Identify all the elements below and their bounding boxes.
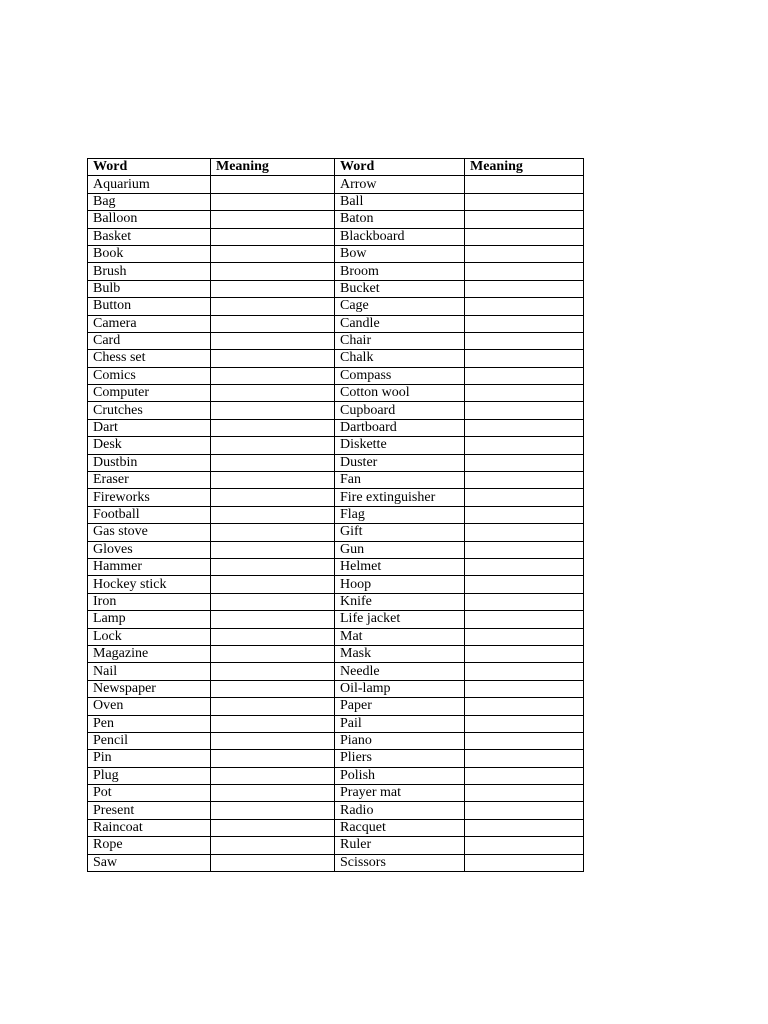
word-cell-left: Chess set xyxy=(88,350,211,367)
meaning-cell-left[interactable] xyxy=(211,472,335,489)
word-cell-left: Lamp xyxy=(88,611,211,628)
word-cell-left: Basket xyxy=(88,228,211,245)
word-cell-right: Fire extinguisher xyxy=(335,489,465,506)
word-cell-left: Camera xyxy=(88,315,211,332)
word-cell-left: Iron xyxy=(88,593,211,610)
word-cell-right: Racquet xyxy=(335,819,465,836)
meaning-cell-left[interactable] xyxy=(211,837,335,854)
meaning-cell-left[interactable] xyxy=(211,437,335,454)
word-cell-right: Flag xyxy=(335,506,465,523)
meaning-cell-left[interactable] xyxy=(211,802,335,819)
word-cell-right: Helmet xyxy=(335,558,465,575)
meaning-cell-left[interactable] xyxy=(211,280,335,297)
word-cell-right: Blackboard xyxy=(335,228,465,245)
meaning-cell-left[interactable] xyxy=(211,819,335,836)
meaning-cell-right[interactable] xyxy=(465,524,584,541)
meaning-cell-right[interactable] xyxy=(465,437,584,454)
meaning-cell-left[interactable] xyxy=(211,489,335,506)
meaning-cell-right[interactable] xyxy=(465,506,584,523)
meaning-cell-left[interactable] xyxy=(211,785,335,802)
meaning-cell-right[interactable] xyxy=(465,680,584,697)
header-meaning-left: Meaning xyxy=(211,159,335,176)
meaning-cell-right[interactable] xyxy=(465,750,584,767)
word-cell-left: Desk xyxy=(88,437,211,454)
table-row xyxy=(88,715,584,732)
word-cell-right: Mask xyxy=(335,645,465,662)
word-cell-left: Eraser xyxy=(88,472,211,489)
word-cell-right: Broom xyxy=(335,263,465,280)
meaning-cell-right[interactable] xyxy=(465,663,584,680)
word-cell-left: Computer xyxy=(88,385,211,402)
meaning-cell-left[interactable] xyxy=(211,663,335,680)
meaning-cell-right[interactable] xyxy=(465,385,584,402)
word-cell-right: Knife xyxy=(335,593,465,610)
word-cell-right: Polish xyxy=(335,767,465,784)
table-row xyxy=(88,489,584,506)
word-cell-right: Compass xyxy=(335,367,465,384)
table-row xyxy=(88,176,584,193)
word-cell-right: Scissors xyxy=(335,854,465,871)
word-cell-left: Raincoat xyxy=(88,819,211,836)
table-row xyxy=(88,558,584,575)
table-row xyxy=(88,193,584,210)
word-cell-right: Pail xyxy=(335,715,465,732)
word-cell-right: Baton xyxy=(335,211,465,228)
meaning-cell-right[interactable] xyxy=(465,245,584,262)
table-row xyxy=(88,419,584,436)
meaning-cell-right[interactable] xyxy=(465,489,584,506)
meaning-cell-right[interactable] xyxy=(465,837,584,854)
word-cell-right: Chair xyxy=(335,332,465,349)
word-cell-left: Nail xyxy=(88,663,211,680)
meaning-cell-left[interactable] xyxy=(211,245,335,262)
meaning-cell-right[interactable] xyxy=(465,541,584,558)
table-row xyxy=(88,298,584,315)
table-row xyxy=(88,472,584,489)
table-row xyxy=(88,245,584,262)
table-row xyxy=(88,385,584,402)
word-cell-right: Life jacket xyxy=(335,611,465,628)
word-cell-left: Fireworks xyxy=(88,489,211,506)
word-cell-right: Dartboard xyxy=(335,419,465,436)
word-cell-right: Cage xyxy=(335,298,465,315)
word-cell-left: Balloon xyxy=(88,211,211,228)
word-cell-left: Button xyxy=(88,298,211,315)
table-row xyxy=(88,680,584,697)
meaning-cell-right[interactable] xyxy=(465,732,584,749)
meaning-cell-left[interactable] xyxy=(211,454,335,471)
word-cell-left: Card xyxy=(88,332,211,349)
table-row xyxy=(88,854,584,871)
meaning-cell-left[interactable] xyxy=(211,419,335,436)
meaning-cell-right[interactable] xyxy=(465,854,584,871)
word-cell-left: Pin xyxy=(88,750,211,767)
word-cell-right: Bow xyxy=(335,245,465,262)
table-row xyxy=(88,367,584,384)
meaning-cell-right[interactable] xyxy=(465,628,584,645)
meaning-cell-left[interactable] xyxy=(211,506,335,523)
word-cell-left: Oven xyxy=(88,698,211,715)
meaning-cell-right[interactable] xyxy=(465,645,584,662)
meaning-cell-left[interactable] xyxy=(211,541,335,558)
table-row xyxy=(88,785,584,802)
word-cell-right: Diskette xyxy=(335,437,465,454)
table-row xyxy=(88,576,584,593)
word-cell-right: Hoop xyxy=(335,576,465,593)
word-cell-right: Pliers xyxy=(335,750,465,767)
meaning-cell-left[interactable] xyxy=(211,558,335,575)
meaning-cell-right[interactable] xyxy=(465,263,584,280)
table-row xyxy=(88,767,584,784)
word-cell-left: Bag xyxy=(88,193,211,210)
table-row xyxy=(88,437,584,454)
header-meaning-right: Meaning xyxy=(465,159,584,176)
meaning-cell-right[interactable] xyxy=(465,454,584,471)
word-cell-left: Pencil xyxy=(88,732,211,749)
table-row xyxy=(88,263,584,280)
table-row xyxy=(88,332,584,349)
meaning-cell-left[interactable] xyxy=(211,611,335,628)
word-cell-left: Bulb xyxy=(88,280,211,297)
meaning-cell-right[interactable] xyxy=(465,298,584,315)
word-cell-right: Paper xyxy=(335,698,465,715)
word-cell-left: Hammer xyxy=(88,558,211,575)
table-row xyxy=(88,611,584,628)
word-cell-left: Brush xyxy=(88,263,211,280)
meaning-cell-left[interactable] xyxy=(211,680,335,697)
word-cell-left: Plug xyxy=(88,767,211,784)
meaning-cell-right[interactable] xyxy=(465,819,584,836)
meaning-cell-left[interactable] xyxy=(211,524,335,541)
word-cell-right: Candle xyxy=(335,315,465,332)
meaning-cell-left[interactable] xyxy=(211,385,335,402)
meaning-cell-left[interactable] xyxy=(211,228,335,245)
table-row xyxy=(88,837,584,854)
word-cell-right: Radio xyxy=(335,802,465,819)
word-cell-left: Dustbin xyxy=(88,454,211,471)
table-row xyxy=(88,819,584,836)
word-cell-left: Gloves xyxy=(88,541,211,558)
meaning-cell-right[interactable] xyxy=(465,558,584,575)
table-row xyxy=(88,698,584,715)
word-cell-left: Newspaper xyxy=(88,680,211,697)
meaning-cell-right[interactable] xyxy=(465,767,584,784)
word-cell-left: Comics xyxy=(88,367,211,384)
meaning-cell-right[interactable] xyxy=(465,280,584,297)
word-cell-left: Pen xyxy=(88,715,211,732)
meaning-cell-left[interactable] xyxy=(211,645,335,662)
meaning-cell-right[interactable] xyxy=(465,785,584,802)
word-cell-left: Football xyxy=(88,506,211,523)
meaning-cell-right[interactable] xyxy=(465,802,584,819)
table-row xyxy=(88,211,584,228)
meaning-cell-left[interactable] xyxy=(211,402,335,419)
word-cell-left: Saw xyxy=(88,854,211,871)
table-row xyxy=(88,750,584,767)
word-cell-right: Needle xyxy=(335,663,465,680)
word-cell-right: Ruler xyxy=(335,837,465,854)
word-cell-right: Duster xyxy=(335,454,465,471)
word-cell-left: Rope xyxy=(88,837,211,854)
table-row xyxy=(88,732,584,749)
table-row xyxy=(88,645,584,662)
meaning-cell-right[interactable] xyxy=(465,419,584,436)
meaning-cell-right[interactable] xyxy=(465,715,584,732)
meaning-cell-right[interactable] xyxy=(465,611,584,628)
word-cell-right: Mat xyxy=(335,628,465,645)
table-row xyxy=(88,280,584,297)
meaning-cell-right[interactable] xyxy=(465,350,584,367)
meaning-cell-right[interactable] xyxy=(465,472,584,489)
table-header-row xyxy=(88,159,584,176)
meaning-cell-left[interactable] xyxy=(211,732,335,749)
table-row xyxy=(88,541,584,558)
vocabulary-table xyxy=(87,158,584,872)
word-cell-right: Arrow xyxy=(335,176,465,193)
word-cell-left: Aquarium xyxy=(88,176,211,193)
meaning-cell-left[interactable] xyxy=(211,332,335,349)
word-cell-left: Dart xyxy=(88,419,211,436)
word-cell-left: Gas stove xyxy=(88,524,211,541)
header-word-left: Word xyxy=(88,159,211,176)
meaning-cell-right[interactable] xyxy=(465,315,584,332)
word-cell-right: Ball xyxy=(335,193,465,210)
meaning-cell-right[interactable] xyxy=(465,228,584,245)
word-cell-left: Book xyxy=(88,245,211,262)
meaning-cell-left[interactable] xyxy=(211,298,335,315)
word-cell-left: Magazine xyxy=(88,645,211,662)
meaning-cell-left[interactable] xyxy=(211,263,335,280)
table-row xyxy=(88,350,584,367)
table-row xyxy=(88,228,584,245)
meaning-cell-right[interactable] xyxy=(465,698,584,715)
meaning-cell-right[interactable] xyxy=(465,332,584,349)
meaning-cell-left[interactable] xyxy=(211,698,335,715)
word-cell-left: Crutches xyxy=(88,402,211,419)
meaning-cell-right[interactable] xyxy=(465,176,584,193)
meaning-cell-right[interactable] xyxy=(465,367,584,384)
meaning-cell-left[interactable] xyxy=(211,593,335,610)
meaning-cell-left[interactable] xyxy=(211,767,335,784)
word-cell-right: Bucket xyxy=(335,280,465,297)
meaning-cell-left[interactable] xyxy=(211,576,335,593)
meaning-cell-right[interactable] xyxy=(465,576,584,593)
word-cell-right: Cupboard xyxy=(335,402,465,419)
meaning-cell-left[interactable] xyxy=(211,750,335,767)
meaning-cell-left[interactable] xyxy=(211,176,335,193)
table-row xyxy=(88,454,584,471)
meaning-cell-left[interactable] xyxy=(211,628,335,645)
meaning-cell-left[interactable] xyxy=(211,367,335,384)
meaning-cell-left[interactable] xyxy=(211,193,335,210)
header-word-right: Word xyxy=(335,159,465,176)
word-cell-right: Oil-lamp xyxy=(335,680,465,697)
word-cell-right: Fan xyxy=(335,472,465,489)
word-cell-left: Pot xyxy=(88,785,211,802)
meaning-cell-left[interactable] xyxy=(211,315,335,332)
table-row xyxy=(88,802,584,819)
word-cell-left: Lock xyxy=(88,628,211,645)
word-cell-right: Prayer mat xyxy=(335,785,465,802)
table-row xyxy=(88,315,584,332)
word-cell-right: Piano xyxy=(335,732,465,749)
table-row xyxy=(88,506,584,523)
meaning-cell-left[interactable] xyxy=(211,350,335,367)
table-row xyxy=(88,628,584,645)
table-row xyxy=(88,663,584,680)
meaning-cell-left[interactable] xyxy=(211,715,335,732)
vocabulary-table-body xyxy=(88,176,584,872)
meaning-cell-left[interactable] xyxy=(211,211,335,228)
table-row xyxy=(88,524,584,541)
table-row xyxy=(88,593,584,610)
meaning-cell-right[interactable] xyxy=(465,193,584,210)
word-cell-left: Present xyxy=(88,802,211,819)
meaning-cell-right[interactable] xyxy=(465,402,584,419)
word-cell-left: Hockey stick xyxy=(88,576,211,593)
word-cell-right: Gun xyxy=(335,541,465,558)
word-cell-right: Gift xyxy=(335,524,465,541)
word-cell-right: Cotton wool xyxy=(335,385,465,402)
table-row xyxy=(88,402,584,419)
meaning-cell-left[interactable] xyxy=(211,854,335,871)
meaning-cell-right[interactable] xyxy=(465,593,584,610)
meaning-cell-right[interactable] xyxy=(465,211,584,228)
word-cell-right: Chalk xyxy=(335,350,465,367)
